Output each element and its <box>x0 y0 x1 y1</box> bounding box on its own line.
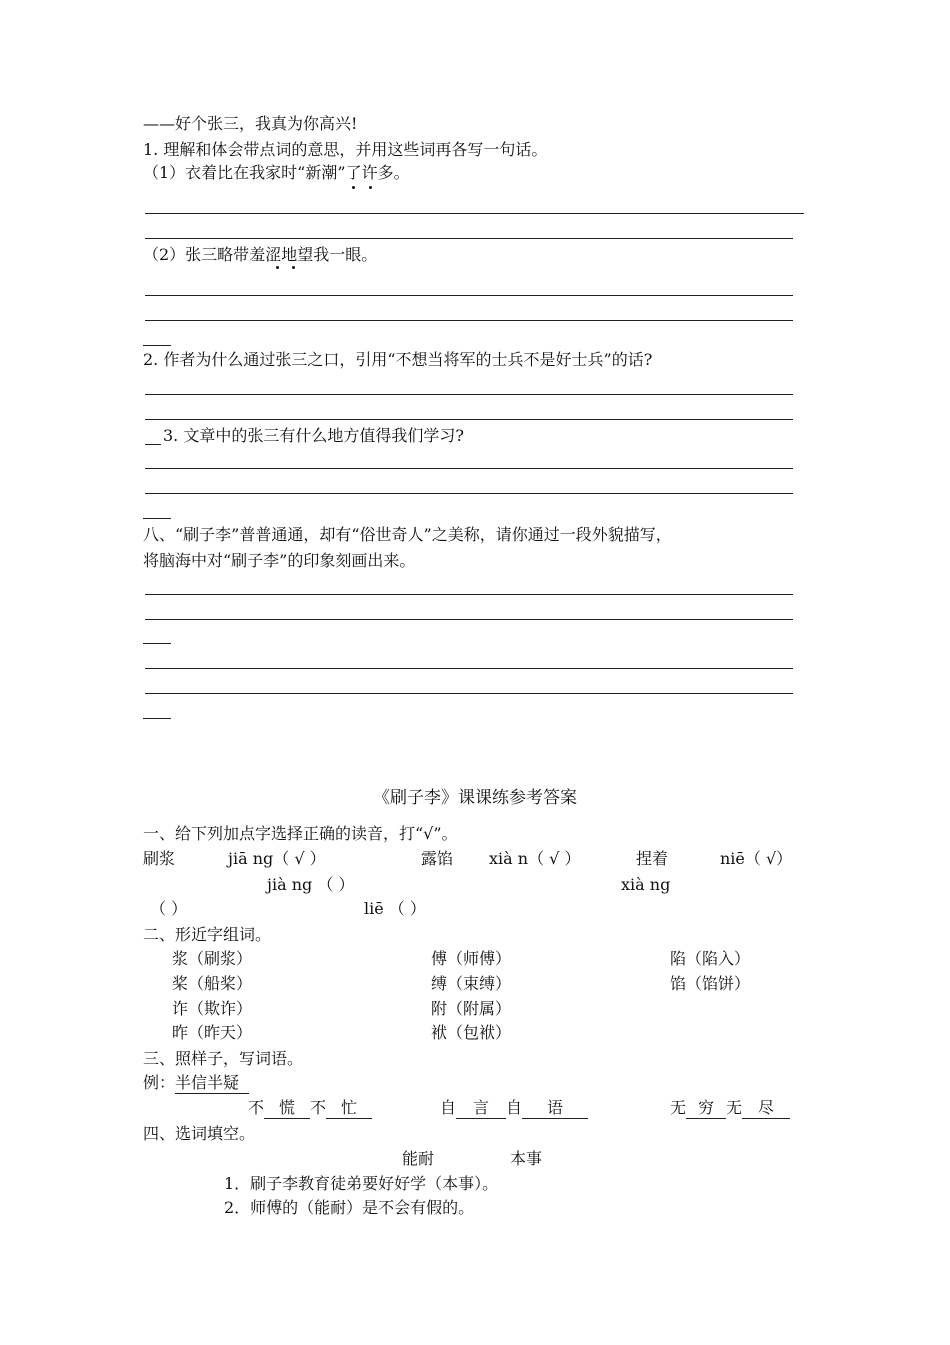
idiom-char: 无 <box>726 1098 743 1117</box>
answer-line-end[interactable] <box>145 444 161 445</box>
answer-section-2-heading: 二、形近字组词。 <box>143 925 272 944</box>
answer-line[interactable] <box>145 320 793 321</box>
question-1-sentence-2 <box>143 245 377 265</box>
dotted-word-xinchao: 新潮 <box>305 163 338 182</box>
word-group: 缚（束缚） <box>431 974 512 993</box>
idiom-blank: 慌 <box>264 1098 310 1119</box>
word-niezhe: 捏着 <box>636 849 669 868</box>
word-group: 诈（欺诈） <box>172 999 253 1018</box>
pinyin-option: （ ） <box>150 899 188 918</box>
answer-line-end[interactable] <box>143 518 171 519</box>
word-group: 陷（陷入） <box>670 949 751 968</box>
idiom-char: 自 <box>440 1098 457 1117</box>
question-1-sentence-1 <box>143 163 410 183</box>
fill-item-2: 2．师傅的（能耐）是不会有假的。 <box>224 1198 475 1217</box>
idiom-char: 无 <box>670 1098 687 1117</box>
pinyin-option: xià ng <box>621 875 671 894</box>
answer-line[interactable] <box>145 238 793 239</box>
question-1-title: 1. 理解和体会带点词的意思，并用这些词再各写一句话。 <box>143 140 548 159</box>
choice-word: 本事 <box>510 1149 543 1168</box>
word-group: 昨（昨天） <box>172 1023 253 1042</box>
emphasis-dot <box>292 266 295 269</box>
idiom-ziyanziyu <box>440 1098 588 1119</box>
choice-word: 能耐 <box>402 1149 435 1168</box>
answer-line[interactable] <box>145 295 793 296</box>
word-group: 袱（包袱） <box>431 1023 512 1042</box>
answer-line[interactable] <box>145 419 793 420</box>
pinyin-option-correct: niē（ √） <box>720 849 793 868</box>
word-group: 馅（馅饼） <box>670 974 751 993</box>
word-group: 傅（师傅） <box>431 949 512 968</box>
idiom-char: 不 <box>248 1098 265 1117</box>
question-8-line-2: 将脑海中对“刷子李”的印象刻画出来。 <box>143 551 416 570</box>
example-word: 半信半疑 <box>175 1073 249 1094</box>
answer-line[interactable] <box>145 594 793 595</box>
sentence-1-prefix: （1）衣着比在我家时“ <box>143 163 306 182</box>
dotted-word-xiuse: 羞涩 <box>249 245 282 264</box>
idiom-blank: 言 <box>456 1098 506 1119</box>
idiom-char: 自 <box>506 1098 523 1117</box>
idiom-buhuangbumang <box>248 1098 372 1119</box>
pinyin-option-correct: xià n（ √ ） <box>489 849 581 868</box>
emphasis-dot <box>369 186 372 189</box>
question-8-line-1: 八、“刷子李”普普通通，却有“俗世奇人”之美称，请你通过一段外貌描写， <box>143 525 672 544</box>
answer-line[interactable] <box>145 213 804 214</box>
answer-line[interactable] <box>145 394 793 395</box>
word-shuajiang: 刷浆 <box>143 849 176 868</box>
idiom-blank: 忙 <box>326 1098 372 1119</box>
answer-section-4-heading: 四、选词填空。 <box>143 1124 256 1143</box>
answer-line-end[interactable] <box>143 643 171 644</box>
answer-key-title: 《刷子李》课课练参考答案 <box>373 788 577 808</box>
pinyin-option: jià ng （ ） <box>267 875 355 894</box>
question-2: 2. 作者为什么通过张三之口，引用“不想当将军的士兵不是好士兵”的话? <box>143 350 653 369</box>
idiom-wuqiongwujin <box>670 1098 790 1119</box>
word-group: 桨（船桨） <box>172 974 253 993</box>
answer-line-end[interactable] <box>143 345 171 346</box>
answer-section-3-heading: 三、照样子，写词语。 <box>143 1049 304 1068</box>
sentence-1-suffix: ”了许多。 <box>337 163 410 182</box>
idiom-blank: 穷 <box>686 1098 726 1119</box>
intro-line: ——好个张三，我真为你高兴! <box>143 114 358 133</box>
answer-line[interactable] <box>145 693 793 694</box>
word-group: 浆（刷浆） <box>172 949 253 968</box>
answer-line[interactable] <box>145 468 793 469</box>
word-group: 附（附属） <box>431 999 512 1018</box>
answer-section-1-heading: 一、给下列加点字选择正确的读音，打“√”。 <box>143 824 458 843</box>
pinyin-option-correct: jiā ng（ √ ） <box>228 849 326 868</box>
example-row <box>143 1073 249 1094</box>
idiom-blank: 语 <box>522 1098 588 1119</box>
emphasis-dot <box>276 266 279 269</box>
sentence-2-suffix: 地望我一眼。 <box>281 245 378 264</box>
answer-line[interactable] <box>145 668 793 669</box>
answer-line[interactable] <box>145 619 793 620</box>
question-3: 3. 文章中的张三有什么地方值得我们学习? <box>163 426 464 445</box>
idiom-char: 不 <box>310 1098 327 1117</box>
answer-line-end[interactable] <box>143 718 171 719</box>
emphasis-dot <box>352 186 355 189</box>
word-louxian: 露馅 <box>421 849 454 868</box>
sentence-2-prefix: （2）张三略带 <box>143 245 250 264</box>
fill-item-1: 1．刷子李教育徒弟要好好学（本事）。 <box>224 1174 499 1193</box>
answer-line[interactable] <box>145 493 793 494</box>
pinyin-option: liē （ ） <box>364 899 426 918</box>
example-label: 例： <box>143 1073 176 1092</box>
idiom-blank: 尽 <box>742 1098 790 1119</box>
